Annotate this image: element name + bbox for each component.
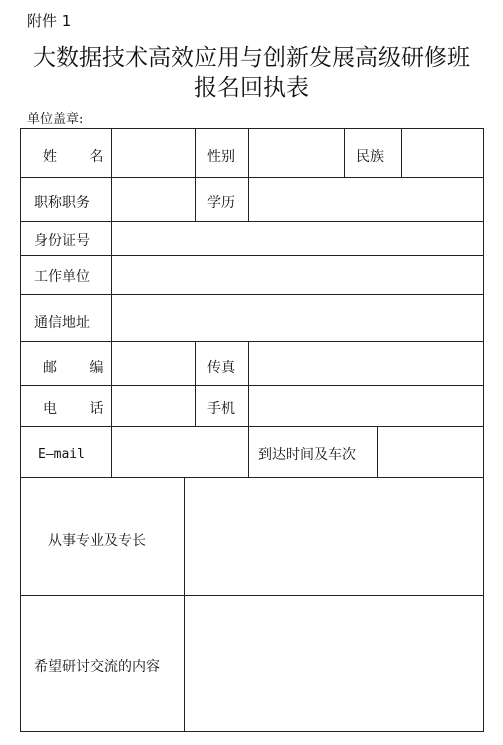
arrival-value-cell[interactable] (377, 426, 484, 478)
fax-label: 传真 (207, 360, 235, 376)
fax-label-cell (195, 341, 249, 386)
work-unit-value-cell[interactable] (111, 255, 484, 295)
postcode-label: 邮 编 (43, 360, 118, 376)
education-value-cell[interactable] (248, 177, 484, 222)
postcode-label-cell (20, 341, 118, 386)
name-label-cell (20, 128, 118, 178)
specialty-label-cell (20, 477, 185, 596)
specialty-value-cell[interactable] (184, 477, 484, 596)
ethnicity-label-cell (344, 128, 402, 178)
ethnicity-label: 民族 (356, 149, 384, 165)
gender-label-cell (195, 128, 249, 178)
work-unit-label: 工作单位 (34, 269, 90, 285)
work-unit-label-cell (20, 255, 112, 295)
name-label: 姓 名 (43, 149, 118, 165)
registration-form-table (20, 128, 484, 732)
id-number-label: 身份证号 (34, 233, 90, 249)
phone-value-cell[interactable] (111, 385, 196, 427)
specialty-label: 从事专业及专长 (48, 533, 146, 549)
topics-label: 希望研讨交流的内容 (34, 659, 160, 675)
phone-label-cell (20, 385, 118, 427)
mobile-value-cell[interactable] (248, 385, 484, 427)
title-position-label-cell (20, 177, 112, 222)
email-value-cell[interactable] (111, 426, 249, 478)
address-label: 通信地址 (34, 315, 90, 331)
ethnicity-value-cell[interactable] (401, 128, 484, 178)
postcode-value-cell[interactable] (111, 341, 196, 386)
attachment-label: 附件 1 (27, 12, 72, 30)
arrival-label-cell (248, 426, 378, 478)
topics-value-cell[interactable] (184, 595, 484, 732)
form-title-line1: 大数据技术高效应用与创新发展高级研修班 (33, 45, 470, 71)
id-number-value-cell[interactable] (111, 221, 484, 256)
unit-seal-label: 单位盖章: (27, 112, 84, 127)
name-value-cell[interactable] (111, 128, 196, 178)
arrival-label: 到达时间及车次 (258, 447, 356, 463)
education-label-cell (195, 177, 249, 222)
gender-label: 性别 (207, 149, 235, 165)
education-label: 学历 (207, 195, 235, 211)
phone-label: 电 话 (43, 401, 118, 417)
title-position-label: 职称职务 (34, 195, 90, 211)
topics-label-cell (20, 595, 185, 732)
gender-value-cell[interactable] (248, 128, 345, 178)
fax-value-cell[interactable] (248, 341, 484, 386)
title-position-value-cell[interactable] (111, 177, 196, 222)
id-number-label-cell (20, 221, 112, 256)
address-label-cell (20, 294, 112, 342)
mobile-label-cell (195, 385, 249, 427)
form-title-line2: 报名回执表 (194, 75, 309, 101)
mobile-label: 手机 (207, 401, 235, 417)
email-label: E—mail (38, 447, 85, 462)
email-label-cell (20, 426, 112, 478)
address-value-cell[interactable] (111, 294, 484, 342)
